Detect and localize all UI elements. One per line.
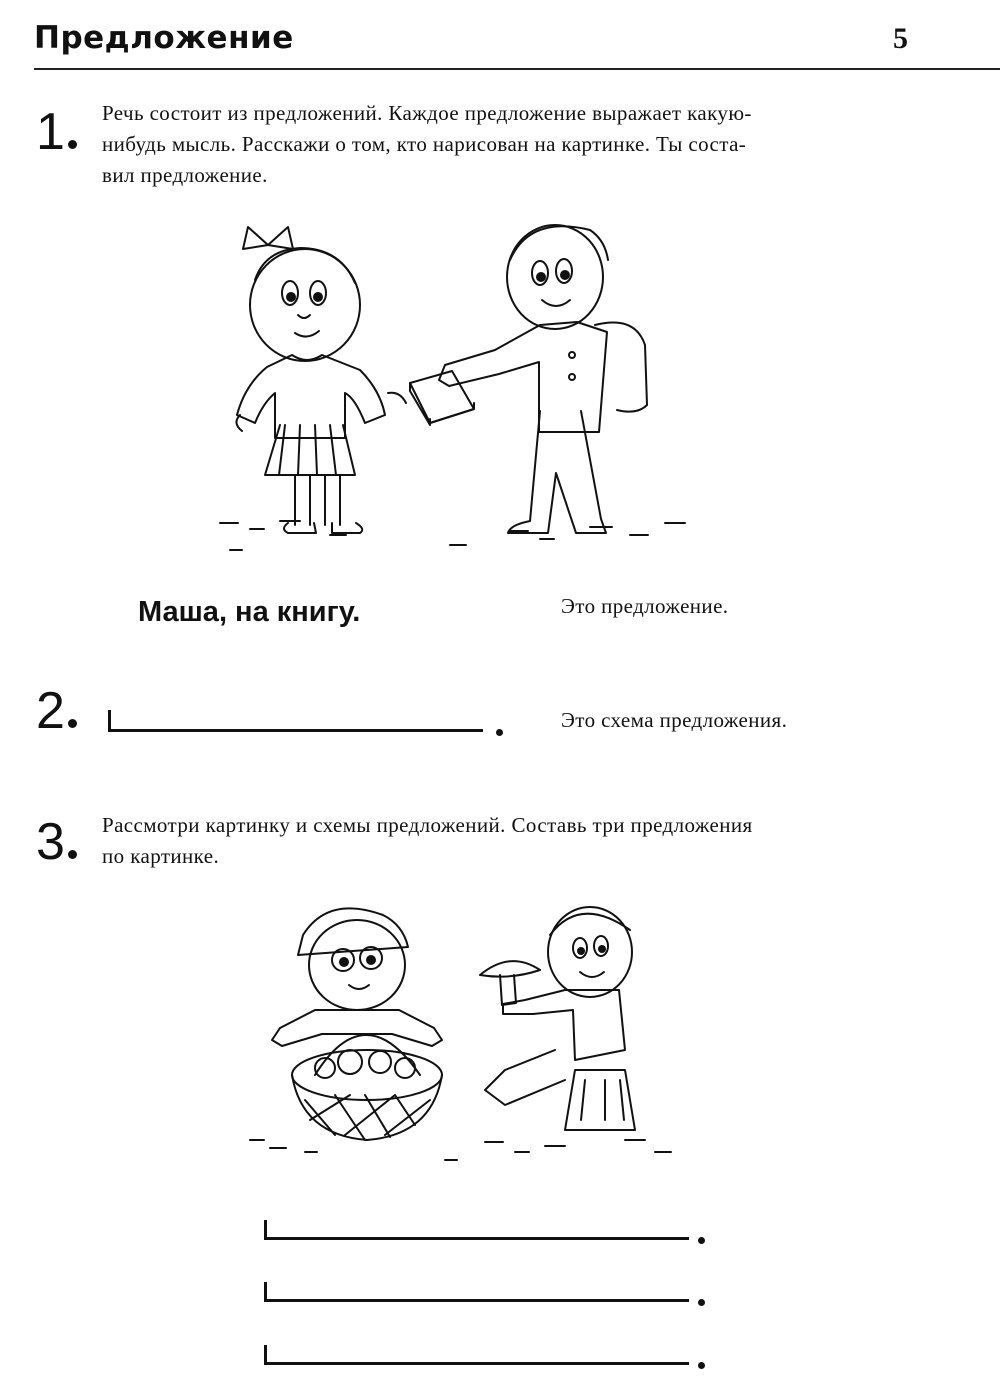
page-title: Предложение (34, 20, 294, 56)
task-2-number: 2 (36, 685, 77, 737)
answer-scheme-1 (264, 1218, 704, 1240)
task-1-text (102, 98, 952, 191)
task-3-line: по картинке. (102, 844, 220, 868)
page-number: 5 (893, 22, 908, 55)
example-sentence: Маша, на книгу. (138, 596, 361, 628)
task-3-number: 3 (36, 816, 77, 868)
book-figure (410, 371, 474, 425)
example-note: Это предложение. (561, 594, 729, 618)
answer-scheme-3 (264, 1343, 704, 1365)
scheme-note: Это схема предложения. (561, 708, 788, 732)
task-3-text (102, 810, 952, 872)
boy-with-cap-figure (272, 908, 442, 1046)
task-1-line: нибудь мысль. Расскажи о том, кто нарисован на картинке. Ты соста- (102, 132, 747, 156)
header-divider (34, 68, 1000, 70)
answer-scheme-2 (264, 1280, 704, 1302)
boy-on-stump-figure (485, 907, 635, 1130)
girl-boy-book-illustration (210, 205, 700, 565)
girl-figure (236, 227, 406, 533)
mushroom-boys-illustration (245, 890, 690, 1175)
task-1-line: вил предложение. (102, 163, 268, 187)
task-1-line: Речь состоит из предложений. Каждое предложение выражает какую- (102, 101, 752, 125)
basket-figure (292, 1035, 442, 1140)
sentence-scheme (108, 708, 503, 732)
task-3-line: Рассмотри картинку и схемы предложений. Составь три предложения (102, 813, 753, 837)
task-1-number: 1 (36, 106, 77, 158)
boy-figure (439, 225, 647, 533)
